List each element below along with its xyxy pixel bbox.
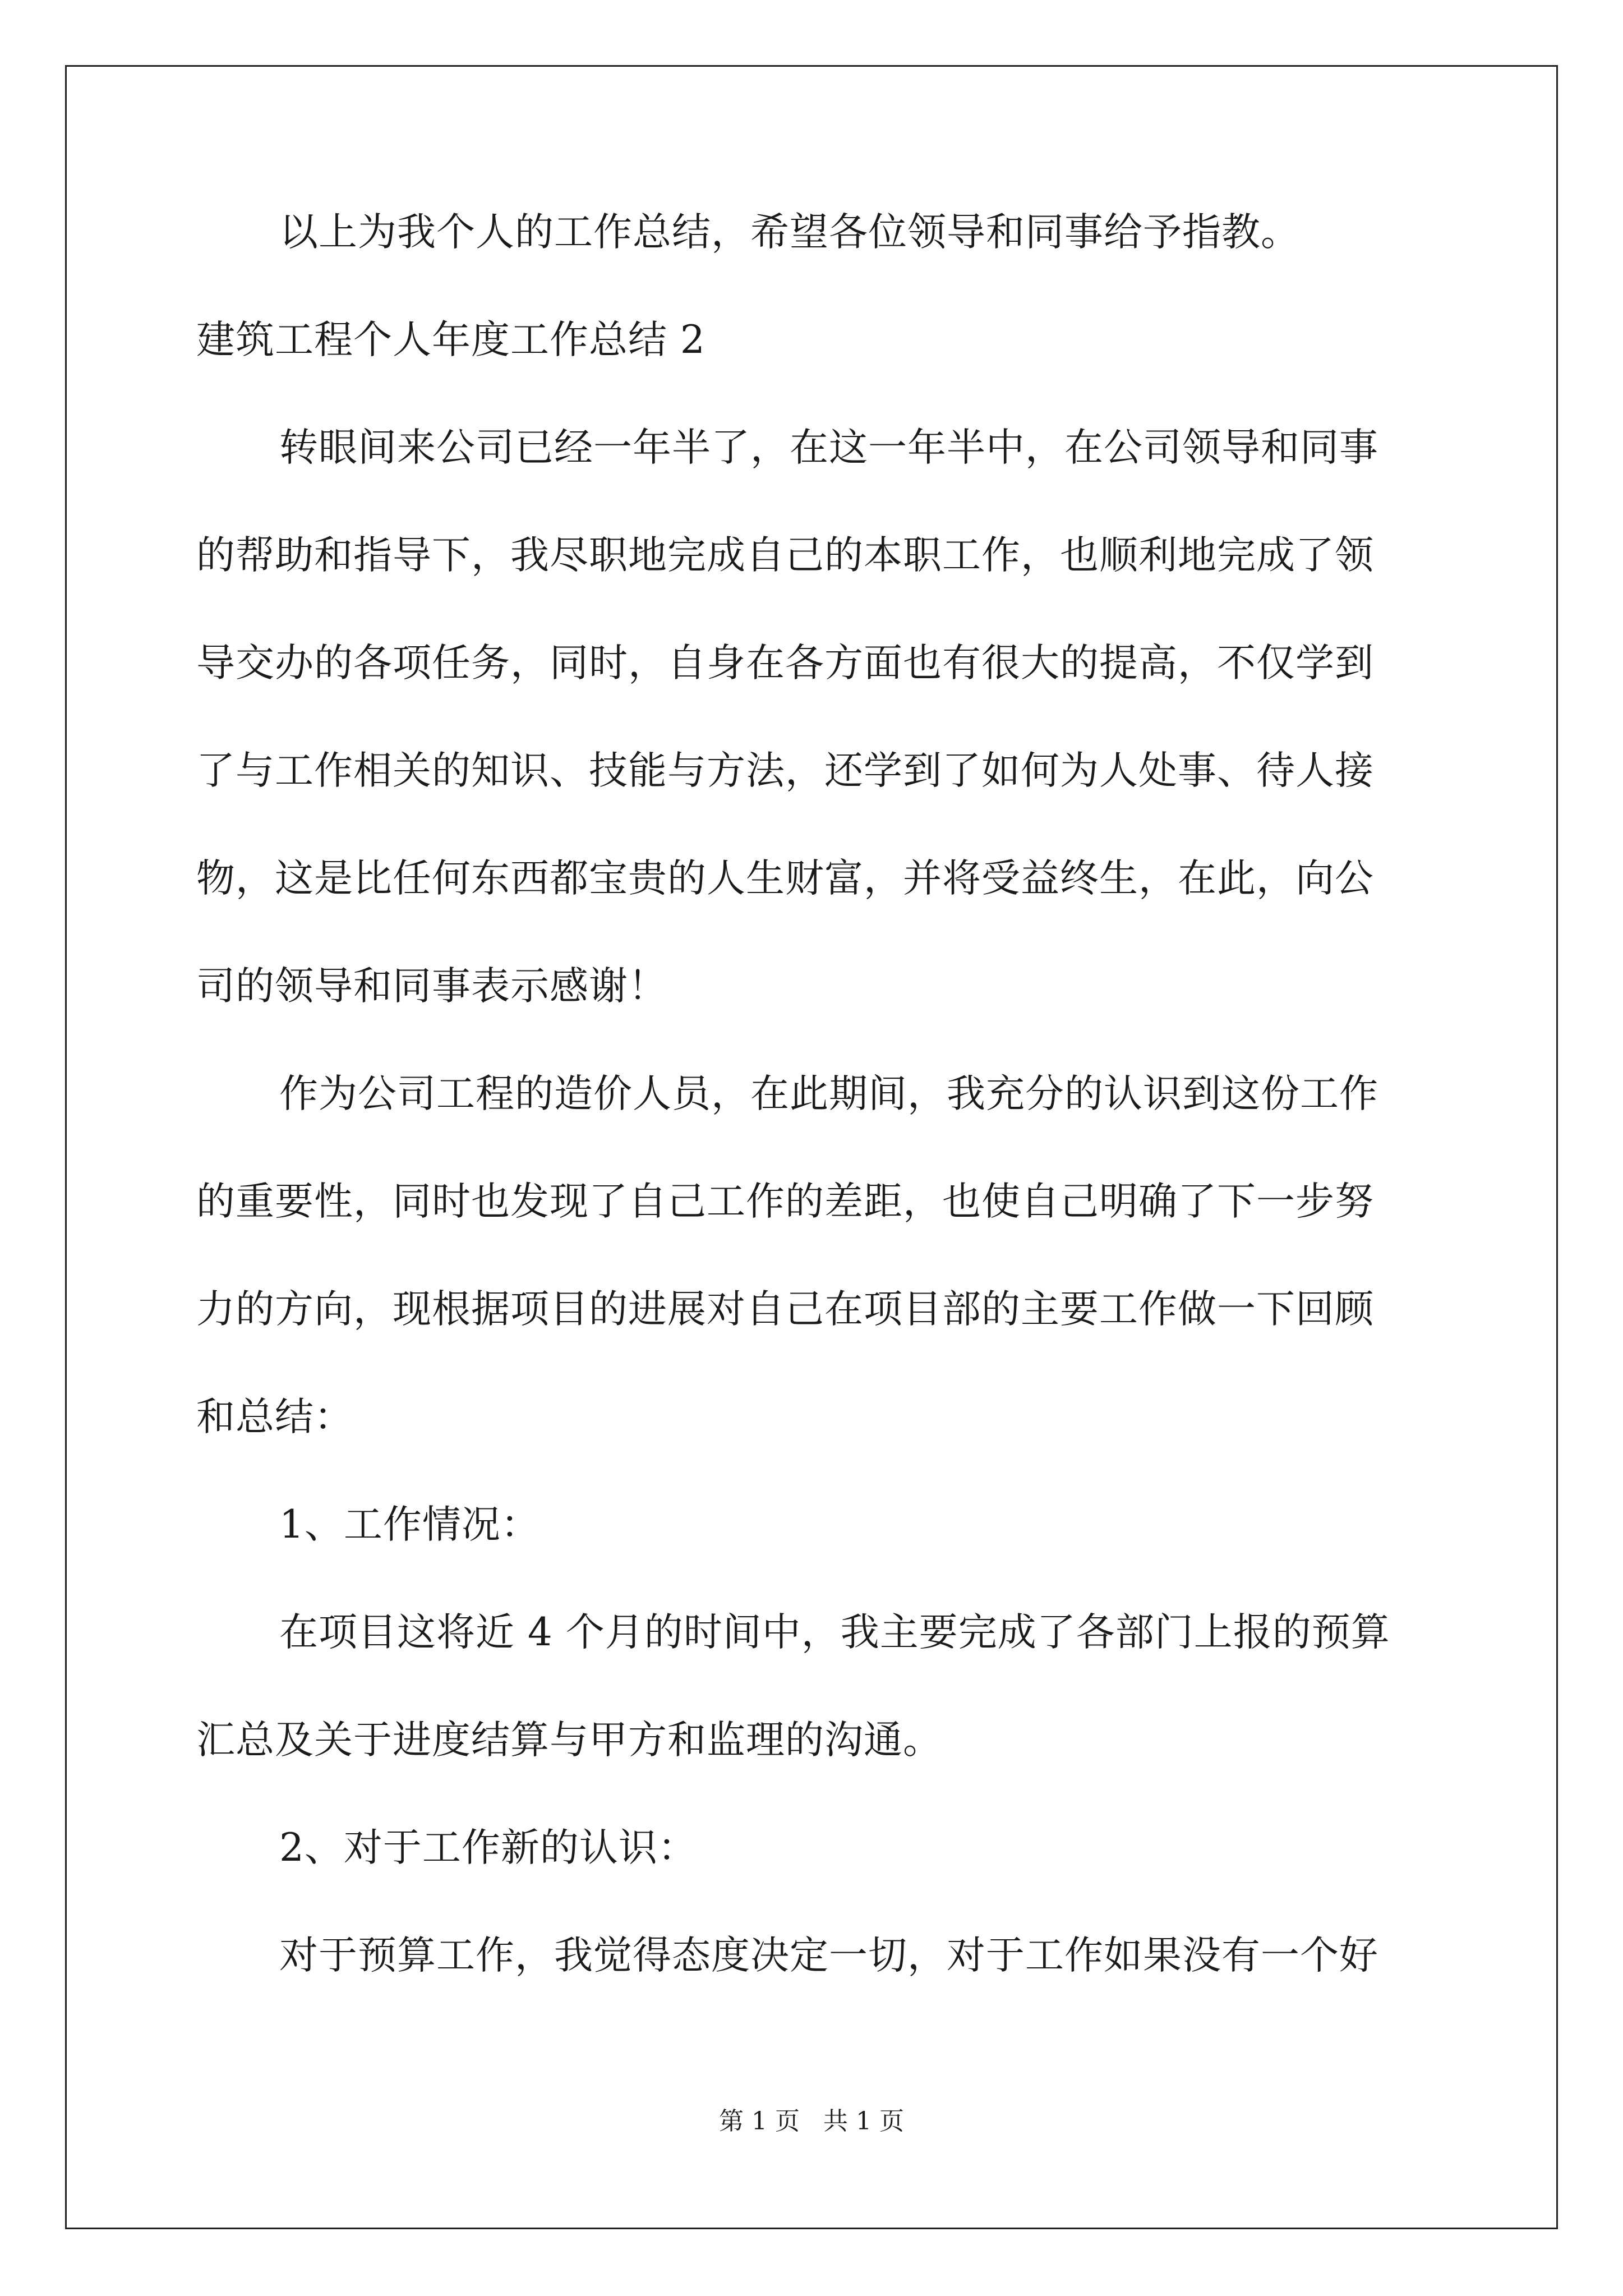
page-footer xyxy=(0,2105,1623,2138)
page-number: 第 1 页 xyxy=(719,2107,800,2136)
paragraph-line: 物，这是比任何东西都宝贵的人生财富，并将受益终生，在此，向公 xyxy=(196,856,1374,901)
list-heading: 2、对于工作新的认识： xyxy=(279,1825,697,1870)
paragraph-line: 以上为我个人的工作总结，希望各位领导和同事给予指教。 xyxy=(279,210,1300,255)
paragraph-line: 对于预算工作，我觉得态度决定一切，对于工作如果没有一个好 xyxy=(279,1933,1378,1978)
paragraph-line: 司的领导和同事表示感谢！ xyxy=(196,964,667,1009)
paragraph-line: 和总结： xyxy=(196,1395,353,1439)
paragraph-line: 汇总及关于进度结算与甲方和监理的沟通。 xyxy=(196,1718,942,1763)
page-total: 共 1 页 xyxy=(823,2107,904,2136)
paragraph-line: 的重要性，同时也发现了自己工作的差距，也使自己明确了下一步努 xyxy=(196,1179,1374,1224)
paragraph-line: 的帮助和指导下，我尽职地完成自己的本职工作，也顺利地完成了领 xyxy=(196,533,1374,578)
list-heading: 1、工作情况： xyxy=(279,1502,540,1547)
paragraph-line: 了与工作相关的知识、技能与方法，还学到了如何为人处事、待人接 xyxy=(196,748,1374,793)
paragraph-line: 在项目这将近 4 个月的时间中，我主要完成了各部门上报的预算 xyxy=(279,1610,1390,1655)
paragraph-line: 转眼间来公司已经一年半了，在这一年半中，在公司领导和同事 xyxy=(279,425,1378,470)
paragraph-line: 导交办的各项任务，同时，自身在各方面也有很大的提高，不仅学到 xyxy=(196,641,1374,685)
section-heading: 建筑工程个人年度工作总结 2 xyxy=(196,318,706,362)
paragraph-line: 作为公司工程的造价人员，在此期间，我充分的认识到这份工作 xyxy=(279,1071,1378,1116)
paragraph-line: 力的方向，现根据项目的进展对自己在项目部的主要工作做一下回顾 xyxy=(196,1287,1374,1332)
document-body xyxy=(196,205,1435,2036)
